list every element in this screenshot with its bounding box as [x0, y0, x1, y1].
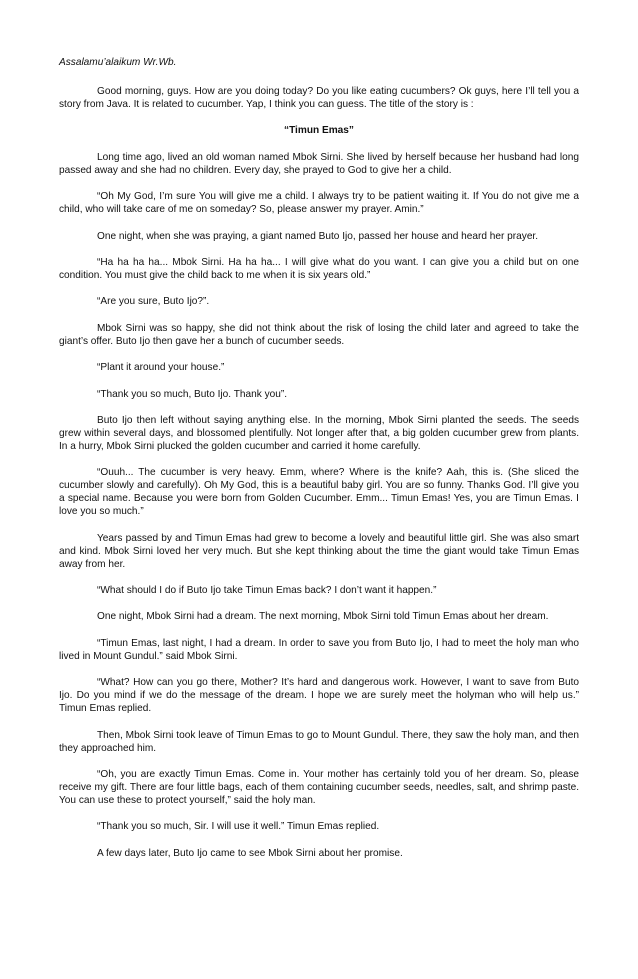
paragraph: “Thank you so much, Buto Ijo. Thank you”.: [97, 388, 288, 400]
paragraph: “Ha ha ha ha... Mbok Sirni. Ha ha ha... I will give what do you want. I can give you a child but on one condition. You must give the child back to me when it is six years old.”: [59, 256, 579, 281]
paragraph: “Oh, you are exactly Timun Emas. Come in. Your mother has certainly told you of her dream. So, please receive my gift. There are four little bags, each of them containing cucumber seeds, needles, salt, and shrimp paste. You can use these to protect yourself,” said the holy man.: [59, 769, 579, 807]
paragraph: One night, when she was praying, a giant named Buto Ijo, passed her house and heard her prayer.: [97, 230, 539, 242]
paragraph: “What should I do if Buto Ijo take Timun Emas back? I don’t want it happen.”: [97, 585, 437, 597]
paragraph: “Plant it around your house.”: [97, 362, 225, 374]
story-title: “Timun Emas”: [284, 125, 354, 137]
paragraph: One night, Mbok Sirni had a dream. The next morning, Mbok Sirni told Timun Emas about her dream.: [97, 611, 549, 623]
paragraph: Mbok Sirni was so happy, she did not think about the risk of losing the child later and agreed to take the giant’s offer. Buto Ijo then gave her a bunch of cucumber seeds.: [59, 322, 579, 347]
greeting: Assalamu’alaikum Wr.Wb.: [59, 57, 177, 68]
paragraph: “What? How can you go there, Mother? It’s hard and dangerous work. However, I want to save from Buto Ijo. Do you mind if we do the message of the dream. I hope we are surely meet the holyman who will help us.” Timun Emas replied.: [59, 677, 579, 715]
paragraph: “Are you sure, Buto Ijo?”.: [97, 296, 210, 308]
intro-paragraph: Good morning, guys. How are you doing today? Do you like eating cucumbers? Ok guys, here I’ll tell you a story from Java. It is related to cucumber. Yap, I think you can guess. The title of the story is :: [59, 86, 579, 110]
paragraph: Buto Ijo then left without saying anything else. In the morning, Mbok Sirni planted the seeds. The seeds grew within several days, and blossomed plentifully. Not longer after that, a big golden cucumber grew from plants. In a hurry, Mbok Sirni plucked the golden cucumber and carried it home carefully.: [59, 414, 579, 452]
paragraph: “Ouuh... The cucumber is very heavy. Emm, where? Where is the knife? Aah, this is. (She sliced the cucumber slowly and carefully). Oh My God, this is a beautiful baby girl. You are so funny. Thanks God. I’ll give you a special name. Because you were born from Golden Cucumber. Emm... Timun Emas! Yes, you are Timun Emas. I love you so much.”: [59, 467, 579, 518]
paragraph: A few days later, Buto Ijo came to see Mbok Sirni about her promise.: [97, 847, 403, 859]
paragraph: “Timun Emas, last night, I had a dream. In order to save you from Buto Ijo, I had to meet the holy man who lived in Mount Gundul.” said Mbok Sirni.: [59, 637, 579, 662]
paragraph: Years passed by and Timun Emas had grew to become a lovely and beautiful little girl. She was also smart and kind. Mbok Sirni loved her very much. But she kept thinking about the time the giant would take Timun Emas away from her.: [59, 532, 579, 570]
paragraph: Long time ago, lived an old woman named Mbok Sirni. She lived by herself because her husband had long passed away and she had no children. Every day, she prayed to God to give her a child.: [59, 151, 579, 176]
paragraph: “Oh My God, I’m sure You will give me a child. I always try to be patient waiting it. If You do not give me a child, who will take care of me on someday? So, please answer my prayer. Amin.”: [59, 191, 579, 216]
paragraph: “Thank you so much, Sir. I will use it well.” Timun Emas replied.: [97, 821, 380, 833]
paragraph: Then, Mbok Sirni took leave of Timun Emas to go to Mount Gundul. There, they saw the holy man, and then they approached him.: [59, 729, 579, 754]
